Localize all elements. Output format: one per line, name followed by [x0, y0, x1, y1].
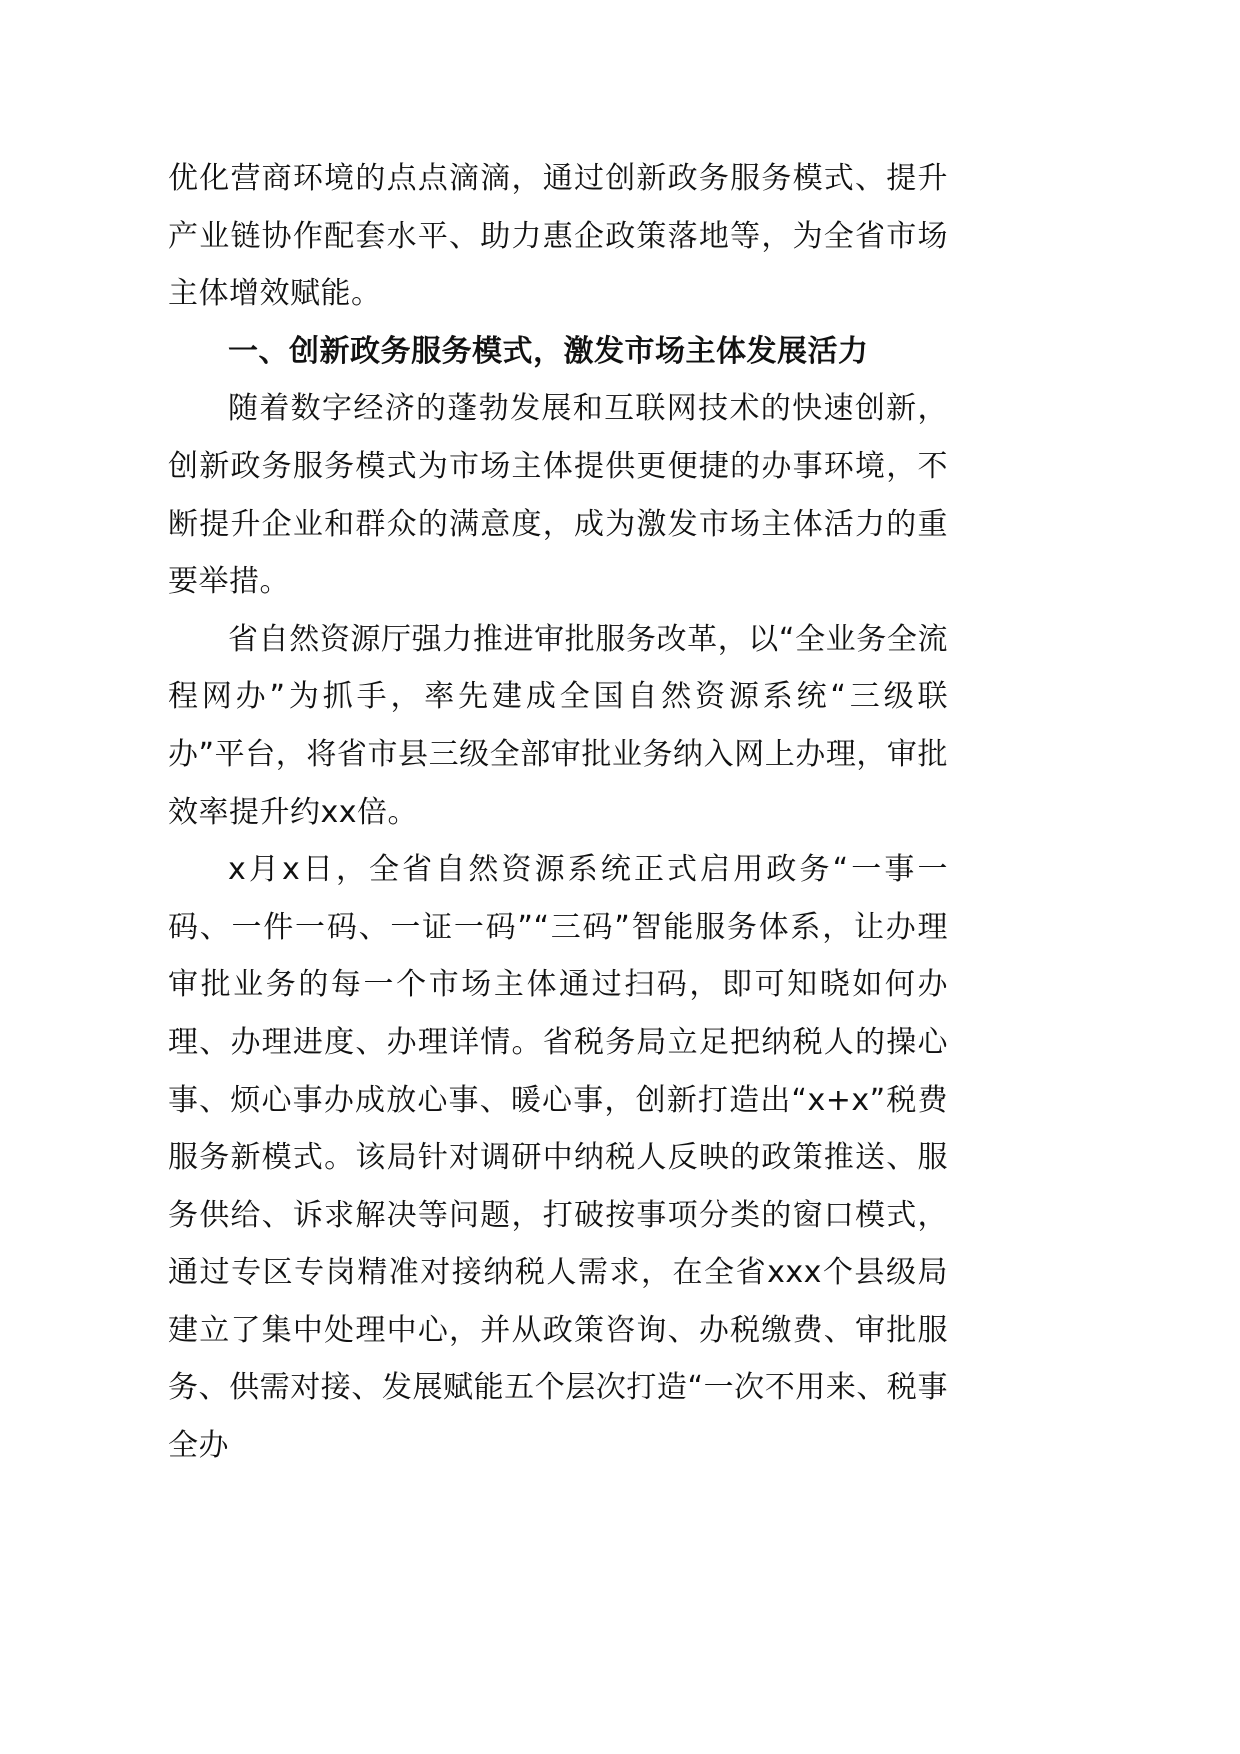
paragraph-natural-resources: 省自然资源厅强力推进审批服务改革，以“全业务全流程网办”为抓手，率先建成全国自然资源系统“三级联办”平台，将省市县三级全部审批业务纳入网上办理，审批效率提升约xx倍。: [168, 621, 948, 830]
section-heading: 一、创新政务服务模式，激发市场主体发展活力: [228, 333, 869, 369]
paragraph-intro: 优化营商环境的点点滴滴，通过创新政务服务模式、提升产业链协作配套水平、助力惠企政策落地等，为全省市场主体增效赋能。: [168, 161, 948, 312]
paragraph-three-codes: x月x日，全省自然资源系统正式启用政务“一事一码、一件一码、一证一码”“三码”智能服务体系，让办理审批业务的每一个市场主体通过扫码，即可知晓如何办理、办理进度、办理详情。省税务局立足把纳税人的操心事、烦心事办成放心事、暖心事，创新打造出“x+x”税费服务新模式。该局针对调研中纳税人反映的政策推送、服务供给、诉求解决等问题，打破按事项分类的窗口模式，通过专区专岗精准对接纳税人需求，在全省xxx个县级局建立了集中处理中心，并从政策咨询、办税缴费、审批服务、供需对接、发展赋能五个层次打造“一次不用来、税事全办: [168, 852, 948, 1464]
paragraph-digital-economy: 随着数字经济的蓬勃发展和互联网技术的快速创新，创新政务服务模式为市场主体提供更便捷的办事环境，不断提升企业和群众的满意度，成为激发市场主体活力的重要举措。: [168, 391, 948, 600]
document-body: [168, 150, 948, 1475]
